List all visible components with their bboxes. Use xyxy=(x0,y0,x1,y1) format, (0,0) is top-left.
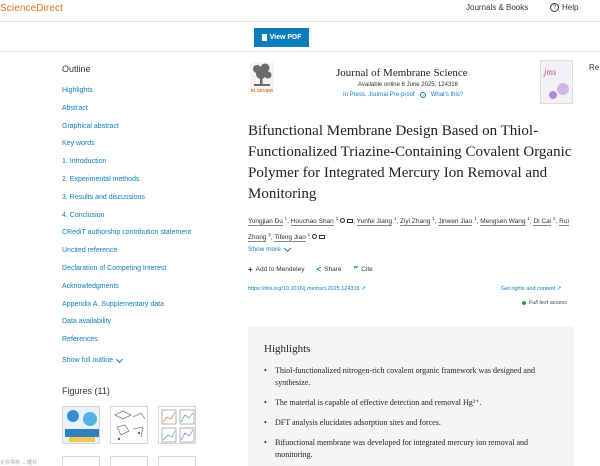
right-panel-label: Re xyxy=(589,63,600,72)
view-pdf-button[interactable] xyxy=(254,28,309,47)
outline-item[interactable]: Key words xyxy=(62,140,95,148)
press-label[interactable]: In Press, Journal Pre-proof xyxy=(343,92,415,98)
pdf-icon xyxy=(262,34,267,41)
highlight-item: • Bifunctional membrane was developed for integrated mercury ion removal and monitoring. xyxy=(264,437,564,461)
top-bar xyxy=(0,0,600,22)
outline-title: Outline xyxy=(62,64,91,74)
figure-graphic-icon xyxy=(63,407,100,444)
external-link-icon: ↗ xyxy=(556,286,562,292)
author[interactable]: Ziyi Zhang $^1$ xyxy=(400,216,435,226)
share-icon: < xyxy=(316,265,322,274)
author[interactable]: Houchao Shan $^1$ xyxy=(291,218,353,225)
chevron-down-icon xyxy=(284,244,291,251)
figure-thumbnail[interactable] xyxy=(110,456,148,466)
figure-chart-icon xyxy=(159,407,196,444)
figure-thumbnail[interactable] xyxy=(62,456,100,466)
add-to-mendeley-button[interactable] xyxy=(248,265,304,274)
journals-books-link[interactable]: Journals & Books xyxy=(466,3,529,12)
author[interactable]: Yunfei Jiang $^1$ xyxy=(356,216,397,226)
highlight-item: • DFT analysis elucidates adsorption sites and forces. xyxy=(264,417,564,429)
help-icon: ? xyxy=(550,3,559,12)
outline-item[interactable]: Acknowledgments xyxy=(62,282,119,290)
rights-link[interactable]: Get rights and content ↗ xyxy=(501,286,562,292)
outline-item[interactable]: 1. Introduction xyxy=(62,158,107,166)
mail-icon xyxy=(347,219,353,223)
show-full-outline-link[interactable] xyxy=(62,357,122,364)
author-list: Yongjian Du $^1$, Houchao Shan $^1$ , Yunfei Jiang $^1$, Ziyi Zhang $^1$, Jinwen Jiao $^1$, Mengsen Wang $^1$, Di Cai $^2$, Rui Zhong $^3$, Tifeng Jiao $^1$ xyxy=(248,216,569,242)
share-button[interactable] xyxy=(316,265,341,274)
mendeley-label: Add to Mendeley xyxy=(255,266,305,273)
doi-link[interactable]: https://doi.org/10.1016/j.memsci.2025.124316 ↗ xyxy=(248,286,366,292)
figure-thumbnail[interactable] xyxy=(158,456,196,466)
person-icon xyxy=(312,234,317,239)
author[interactable]: Mengsen Wang $^1$ xyxy=(480,216,530,226)
figure-thumbnail[interactable] xyxy=(62,406,100,444)
person-icon xyxy=(340,218,345,223)
outline-item[interactable]: Highlights xyxy=(62,87,93,94)
highlight-item: • The material is capable of effective detection and removal Hg²⁺. xyxy=(264,397,564,409)
outline-item[interactable]: CRediT authorship contribution statement xyxy=(62,229,192,237)
author[interactable]: Yongjian Du $^1$ xyxy=(248,216,288,226)
cover-title: jms xyxy=(544,67,557,77)
quote-icon: ❞ xyxy=(353,265,359,274)
highlight-item: • Thiol-functionalized nitrogen-rich covalent organic framework was designed and synthesize. xyxy=(264,365,564,389)
outline-item[interactable]: Uncited reference xyxy=(62,247,118,255)
publisher-label: ELSEVIER xyxy=(250,88,274,93)
author[interactable]: Jinwen Jiao $^1$ xyxy=(438,216,477,226)
author[interactable]: Rui Zhong $^3$ xyxy=(248,218,569,242)
access-dot-icon xyxy=(522,301,526,305)
journal-cover[interactable] xyxy=(540,60,573,104)
figure-thumbnail[interactable] xyxy=(158,406,196,444)
status-overlay: 正在等待 ... 缓存 xyxy=(0,460,37,466)
full-text-access: Full text access xyxy=(522,300,567,306)
help-link[interactable] xyxy=(550,3,578,12)
outline-list xyxy=(62,86,191,353)
outline-item[interactable]: Abstract xyxy=(62,104,88,112)
journal-name[interactable]: Journal of Membrane Science xyxy=(336,67,468,79)
view-pdf-label: View PDF xyxy=(269,34,302,41)
outline-item[interactable]: Appendix A. Supplementary data xyxy=(62,300,164,308)
highlights-title: Highlights xyxy=(264,343,311,355)
cover-graphic-icon xyxy=(541,61,574,105)
elsevier-logo[interactable] xyxy=(248,60,276,96)
outline-item[interactable]: Data availability xyxy=(62,318,112,326)
show-more-label: Show more xyxy=(248,246,281,253)
share-label: Share xyxy=(324,266,342,273)
brand-logo[interactable]: ScienceDirect xyxy=(0,3,63,14)
press-status xyxy=(343,92,463,98)
external-link-icon: ↗ xyxy=(361,286,366,292)
author[interactable]: Di Cai $^2$ xyxy=(533,216,556,226)
article-title: Bifunctional Membrane Design Based on Thiol-Functionalized Triazine-Containing Covalent Organic Polymer for Integrated Mercury Ion Removal and Monitoring xyxy=(248,123,572,202)
highlights-list xyxy=(264,365,564,466)
info-icon: ? xyxy=(421,92,424,98)
plus-icon: + xyxy=(248,265,253,274)
outline-item[interactable]: 2. Experimental methods xyxy=(62,175,140,183)
chevron-down-icon xyxy=(116,355,123,362)
article-actions xyxy=(248,265,373,274)
help-label: Help xyxy=(562,3,579,12)
figure-scheme-icon xyxy=(111,407,148,444)
cite-button[interactable] xyxy=(354,265,373,274)
show-full-outline-label: Show full outline xyxy=(62,357,113,364)
figures-title: Figures (11) xyxy=(62,386,110,396)
show-more-link[interactable] xyxy=(248,246,290,253)
cite-label: Cite xyxy=(361,266,373,273)
outline-item[interactable]: 3. Results and discussions xyxy=(62,193,145,201)
outline-item[interactable]: References xyxy=(62,336,98,344)
whats-this-link[interactable]: What's this? xyxy=(430,92,464,98)
figure-thumbnail[interactable] xyxy=(110,406,148,444)
mail-icon xyxy=(319,235,325,239)
outline-item[interactable]: Declaration of Competing Interest xyxy=(62,264,167,272)
outline-item[interactable]: 4. Conclusion xyxy=(62,211,105,219)
author[interactable]: Tifeng Jiao $^1$ xyxy=(274,234,325,241)
available-online: Available online 6 June 2025, 124316 xyxy=(358,82,458,88)
outline-item[interactable]: Graphical abstract xyxy=(62,122,119,130)
